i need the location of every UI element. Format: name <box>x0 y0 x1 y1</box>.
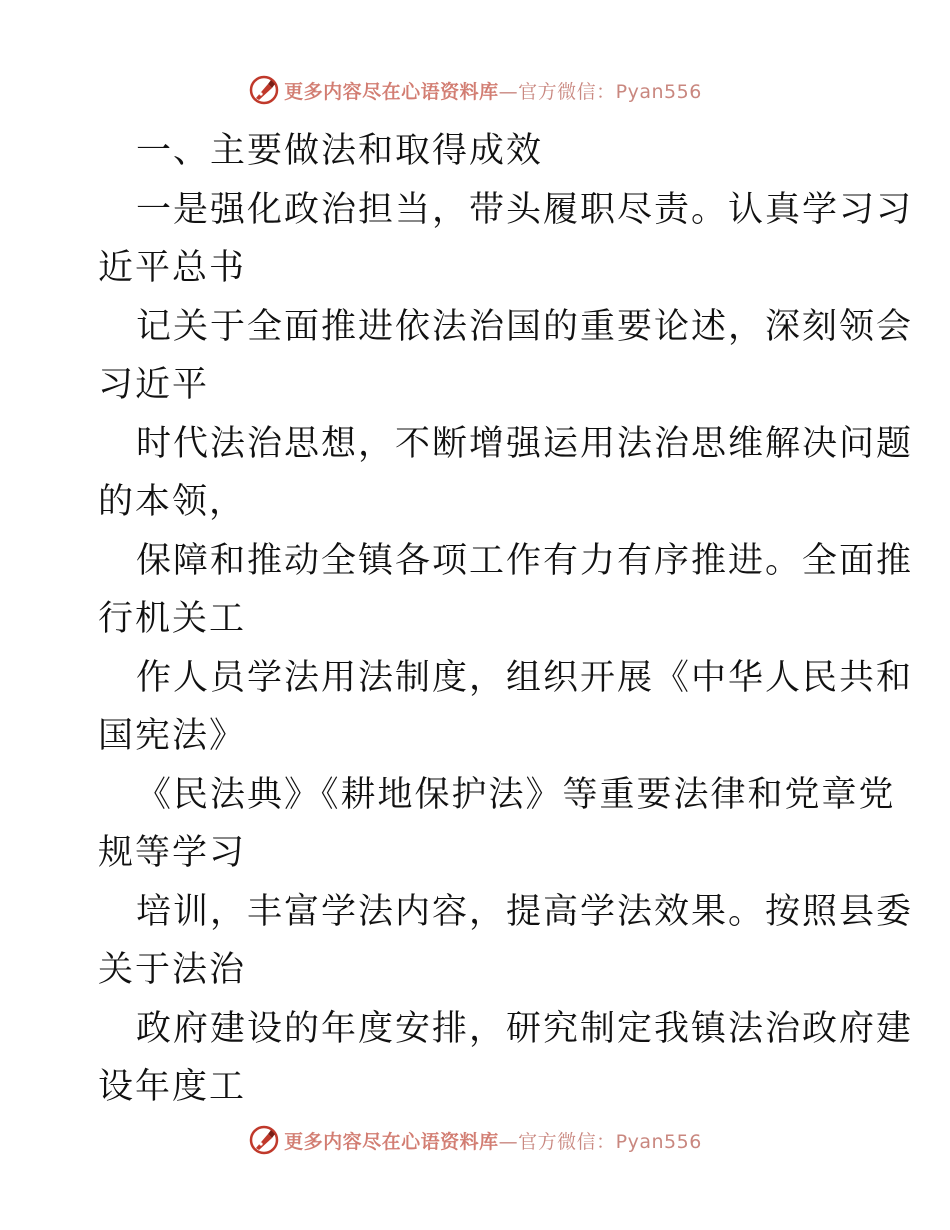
text-line: 一、主要做法和取得成效 <box>136 131 544 171</box>
footer-banner <box>0 1122 950 1158</box>
text-line: 行机关工 <box>98 599 247 639</box>
text-line: 一是强化政治担当，带头履职尽责。认真学习习 <box>136 189 914 230</box>
text-line: 《民法典》《耕地保护法》等重要法律和党章党 <box>136 774 896 815</box>
document-body <box>98 122 914 1117</box>
banner-brand-text: 更多内容尽在心语资料库 <box>284 80 499 103</box>
text-line: 作人员学法用法制度，组织开展《中华人民共和 <box>136 657 914 698</box>
pen-nib-logo-icon <box>248 74 280 106</box>
text-line: 设年度工 <box>98 1067 247 1107</box>
text-line: 习近平 <box>98 365 210 405</box>
banner-contact-text: 官方微信：Pyan556 <box>518 80 702 103</box>
banner-brand-text: 更多内容尽在心语资料库 <box>284 1130 499 1153</box>
banner-contact-text: 官方微信：Pyan556 <box>518 1130 702 1153</box>
pen-nib-logo-icon <box>248 1124 280 1156</box>
text-line: 国宪法》 <box>98 716 247 756</box>
banner-separator: — <box>498 80 519 103</box>
banner-text <box>284 1127 702 1154</box>
text-line: 的本领， <box>98 482 247 522</box>
text-line: 保障和推动全镇各项工作有力有序推进。全面推 <box>136 540 914 581</box>
text-line: 培训，丰富学法内容，提高学法效果。按照县委 <box>136 891 914 932</box>
header-banner <box>0 72 950 108</box>
text-line: 规等学习 <box>98 833 247 873</box>
text-line: 记关于全面推进依法治国的重要论述，深刻领会 <box>136 306 914 347</box>
banner-separator: — <box>498 1130 519 1153</box>
text-line: 政府建设的年度安排，研究制定我镇法治政府建 <box>136 1008 914 1049</box>
text-line: 近平总书 <box>98 248 247 288</box>
text-line: 关于法治 <box>98 950 247 990</box>
banner-text <box>284 77 702 104</box>
text-line: 时代法治思想，不断增强运用法治思维解决问题 <box>136 423 914 464</box>
